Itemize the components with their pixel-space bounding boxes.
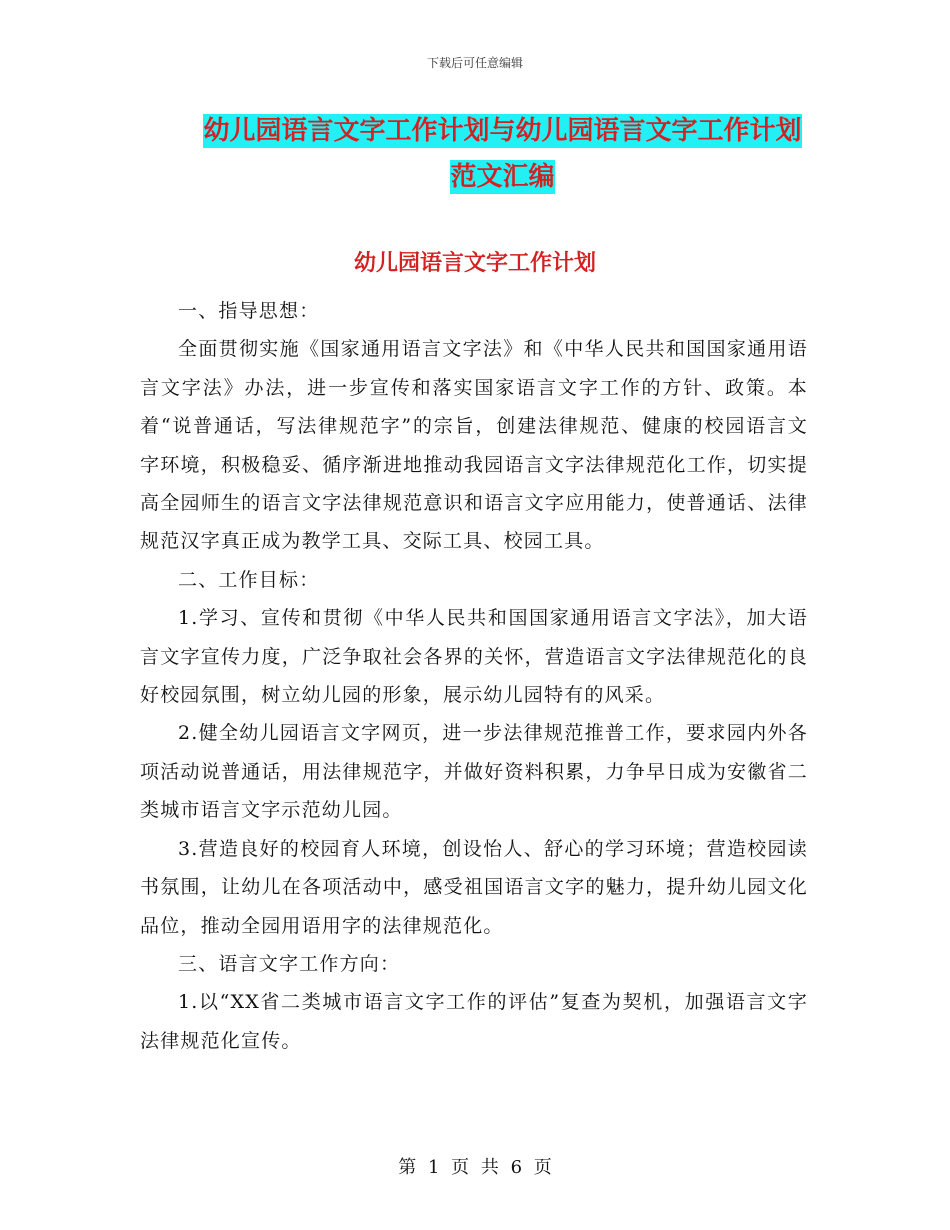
paragraph: 1.以“XX省二类城市语言文字工作的评估”复查为契机，加强语言文字法律规范化宣传。 <box>140 991 808 1052</box>
paragraph: 全面贯彻实施《国家通用语言文字法》和《中华人民共和国国家通用语言文字法》办法，进一步宣传和落实国家语言文字工作的方针、政策。本着“说普通话，写法律规范字”的宗旨，创建法律规范、健康的校园语言文字环境，积极稳妥、循序渐进地推动我园语言文字法律规范化工作，切实提高全园师生的语言文字法律规范意识和语言文字应用能力，使普通话、法律规范汉字真正成为教学工具、交际工具、校园工具。 <box>140 338 808 553</box>
header-note: 下载后可任意编辑 <box>426 56 523 70</box>
paragraph: 3.营造良好的校园育人环境，创设怡人、舒心的学习环境；营造校园读书氛围，让幼儿在各项活动中，感受祖国语言文字的魅力，提升幼儿园文化品位，推动全园用语用字的法律规范化。 <box>140 837 808 937</box>
section-title: 幼儿园语言文字工作计划 <box>353 251 596 276</box>
paragraph: 2.健全幼儿园语言文字网页，进一步法律规范推普工作，要求园内外各项活动说普通话，用法律规范字，并做好资料积累，力争早日成为安徽省二类城市语言文字示范幼儿园。 <box>140 722 808 822</box>
document-title-line2: 范文汇编 <box>450 162 555 192</box>
heading-work-direction: 三、语言文字工作方向： <box>178 952 401 975</box>
heading-guiding-ideology: 一、指导思想： <box>178 300 320 322</box>
page-footer: 第 1 页 共 6 页 <box>398 1157 552 1178</box>
document-title <box>140 108 865 200</box>
heading-work-goals: 二、工作目标： <box>178 568 320 591</box>
paragraph: 1.学习、宣传和贯彻《中华人民共和国国家通用语言文字法》，加大语言文字宣传力度，广泛争取社会各界的关怀，营造语言文字法律规范化的良好校园氛围，树立幼儿园的形象，展示幼儿园特有的风采。 <box>140 607 808 707</box>
body-text <box>140 292 808 1060</box>
document-title-line1: 幼儿园语言文字工作计划与幼儿园语言文字工作计划 <box>203 116 802 146</box>
